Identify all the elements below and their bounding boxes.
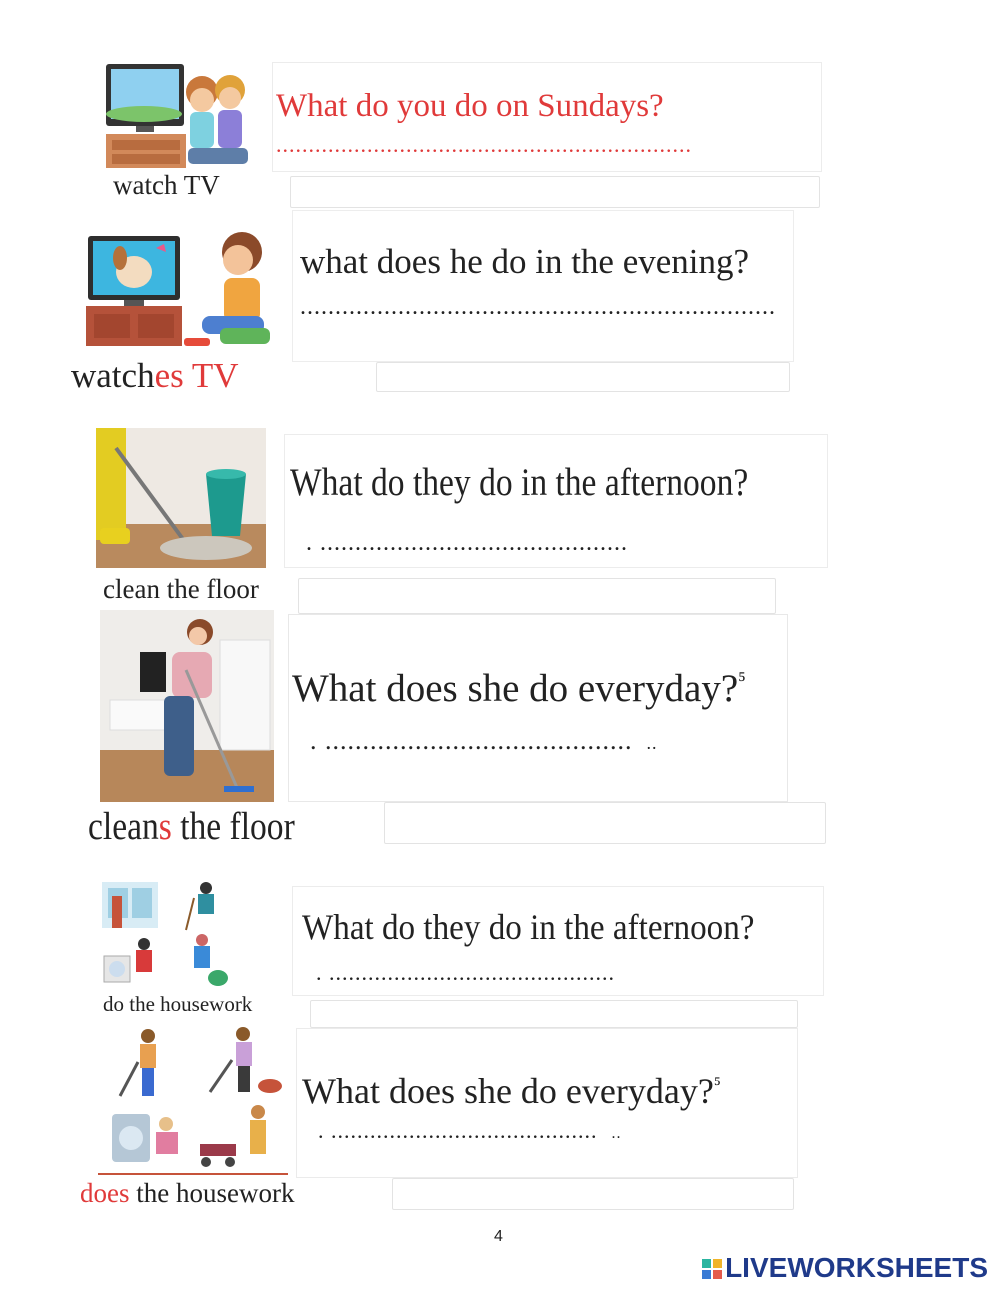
answer-dots-2: .................................................................... <box>300 294 776 320</box>
answer-input-4[interactable] <box>384 802 826 844</box>
tv-boy-icon <box>84 226 280 358</box>
answer-input-1[interactable] <box>290 176 820 208</box>
answer-input-5[interactable] <box>310 1000 798 1028</box>
housework-grid-icon <box>102 880 232 992</box>
question-4-tail: ⁵ <box>738 667 746 692</box>
caption-watches-suffix: es TV <box>154 356 239 395</box>
answer-dots-4-main: . ......................................... <box>310 726 633 755</box>
liveworksheets-logo[interactable] <box>702 1252 988 1284</box>
caption-cleans-the-floor <box>88 804 295 849</box>
answer-input-3[interactable] <box>298 578 776 614</box>
answer-dots-5: . ............................................ <box>316 960 615 985</box>
caption-watches-prefix: watch <box>71 356 155 395</box>
answer-dots-6 <box>318 1118 818 1144</box>
caption-watch-tv: watch TV <box>113 170 220 200</box>
question-box-2 <box>292 210 794 362</box>
question-1: What do you do on Sundays? <box>276 88 664 124</box>
question-5: What do they do in the afternoon? <box>302 907 755 947</box>
caption-cleans-prefix: clean <box>88 805 159 848</box>
caption-does-the-housework <box>80 1178 294 1209</box>
page-number: 4 <box>494 1228 503 1245</box>
liveworksheets-logo-text: LIVEWORKSHEETS <box>725 1252 988 1283</box>
answer-dots-6-main: . ......................................... <box>318 1118 598 1143</box>
caption-watches-tv <box>71 356 239 396</box>
question-2: what does he do in the evening? <box>300 242 750 281</box>
caption-cleans-rest: the floor <box>171 805 295 848</box>
caption-cleans-suffix: s <box>158 805 172 848</box>
answer-dots-4 <box>310 726 810 756</box>
question-6 <box>302 1070 721 1112</box>
question-6-text: What does she do everyday? <box>302 1071 714 1111</box>
caption-does-rest: the housework <box>129 1178 295 1208</box>
caption-do-the-housework: do the housework <box>103 992 253 1016</box>
caption-does-prefix: does <box>80 1178 130 1208</box>
question-6-tail: ⁵ <box>713 1073 721 1095</box>
answer-dots-3: . ............................................ <box>306 530 628 556</box>
answer-dots-4-tail: .. <box>646 733 658 753</box>
question-3: What do they do in the afternoon? <box>290 461 749 504</box>
caption-clean-the-floor: clean the floor <box>103 574 259 604</box>
woman-mopping-icon <box>100 610 274 802</box>
liveworksheets-logo-icon <box>702 1254 722 1274</box>
answer-dots-1: ................................................................ <box>276 132 692 157</box>
question-4 <box>292 666 746 711</box>
answer-input-2[interactable] <box>376 362 790 392</box>
mop-bucket-icon <box>96 428 266 568</box>
question-4-text: What does she do everyday? <box>292 667 739 710</box>
housework-family-icon <box>98 1026 288 1178</box>
answer-input-6[interactable] <box>392 1178 794 1210</box>
tv-kids-icon <box>104 62 254 172</box>
answer-dots-6-tail: .. <box>611 1125 622 1142</box>
